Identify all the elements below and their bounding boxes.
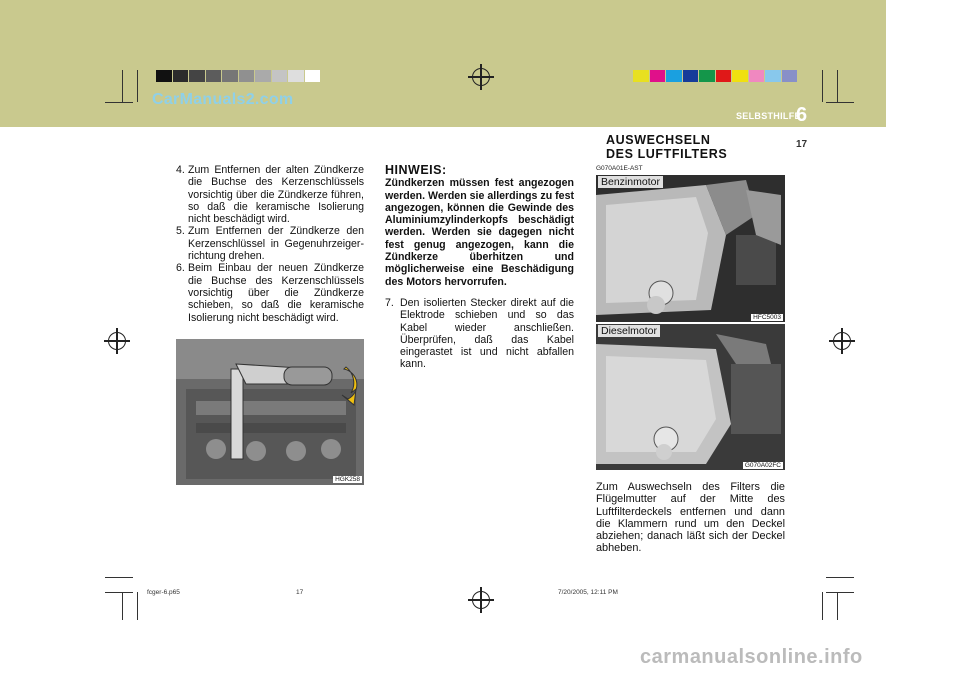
crop-mark [122,592,123,620]
color-swatch [173,70,189,82]
crop-mark [137,70,138,102]
grayscale-calibration-bar [156,70,321,82]
crop-mark [822,592,823,620]
color-swatch [633,70,649,82]
step-number: 5. [176,225,185,238]
step-text: Den isolierten Stecker direkt auf die Elektrode schieben und so das Kabel wieder anschließen. Überprüfen, daß das Kabel eingerastet ist und nicht abfallen kann. [400,296,574,371]
section-label: SELBSTHILFE [736,111,801,121]
color-swatch [683,70,699,82]
color-swatch [749,70,765,82]
footer-page: 17 [296,589,304,596]
footer-timestamp: 7/20/2005, 12:11 PM [558,589,618,596]
list-item [385,297,574,371]
color-swatch [305,70,321,82]
note-body: Zündkerzen müssen fest angezogen werden. Werden sie allerdings zu fest angezogen, können die Gewinde des Aluminiumzylinderkopfs beschädigt werden. Werden sie dagegen nicht fest genug angezogen, kann die Zündkerze überhitzen und möglicherweise eine Beschädigung des Motors hervorrufen. [385,177,574,288]
list-item [176,262,364,323]
registration-mark-icon [108,332,126,350]
crop-mark [137,592,138,620]
crop-mark [105,592,133,593]
color-swatch [782,70,798,82]
color-swatch [288,70,304,82]
step-number: 6. [176,262,185,275]
step-list [176,164,364,324]
color-swatch [650,70,666,82]
crop-mark [105,102,133,103]
crop-mark [122,70,123,102]
crop-mark [826,592,854,593]
step-number: 7. [385,296,394,309]
benzinmotor-photo [596,175,785,322]
left-column [176,164,364,324]
color-swatch [206,70,222,82]
photo-code: HGK258 [335,476,360,483]
crop-mark [837,70,838,102]
crop-mark [105,577,133,578]
reference-code: G070A01E-AST [596,165,643,172]
spark-plug-wrench-photo [176,339,364,485]
dieselmotor-photo [596,324,785,470]
heading-line-1: AUSWECHSELN [606,133,711,147]
footer-brand-link[interactable]: carmanualsonline.info [640,646,863,668]
step-text: Beim Einbau der neuen Zündkerze die Buchse des Kerzenschlüssels vorsichtig über die Zündkerze schieben, so daß die keramische Isolierung nicht beschädigt wird. [188,262,364,324]
photo-code: G070A02FC [744,462,781,469]
heading-line-2: DES LUFTFILTERS [606,147,728,161]
color-swatch [765,70,781,82]
photo-label: Benzinmotor [598,176,663,188]
color-swatch [239,70,255,82]
header-band [0,0,886,127]
middle-column [385,164,574,371]
crop-mark [837,592,838,620]
color-calibration-bar [633,70,798,82]
photo-code: HFC5003 [753,314,781,321]
watermark-link[interactable]: CarManuals2.com [152,91,294,108]
color-swatch [255,70,271,82]
step-number: 4. [176,164,185,176]
color-swatch [272,70,288,82]
filter-instructions: Zum Auswechseln des Filters die Flügelmutter auf der Mitte des Luftfilterdeckels entfernen und dann die Klammern rund um den Deckel abziehen; danach läßt sich der Deckel abheben. [596,481,785,555]
list-item [176,225,364,262]
color-swatch [699,70,715,82]
color-swatch [222,70,238,82]
section-heading [606,133,727,161]
crop-mark [826,577,854,578]
registration-mark-icon [472,591,490,609]
color-swatch [732,70,748,82]
section-number: 6 [796,104,808,126]
color-swatch [666,70,682,82]
footer-filename: fcger-6.p65 [147,589,180,596]
page-number: 17 [796,139,808,150]
note-title: HINWEIS: [385,163,447,177]
step-text: Zum Entfernen der Zündkerze den Kerzenschlüssel in Gegenuhrzeiger-richtung drehen. [188,225,364,263]
color-swatch [156,70,172,82]
color-swatch [189,70,205,82]
color-swatch [716,70,732,82]
registration-mark-icon [833,332,851,350]
list-item [176,164,364,225]
step-text: Zum Entfernen der alten Zündkerze die Buchse des Kerzenschlüssels vorsichtig über die Zündkerze führen, so daß die keramische Isolierung nicht beschädigt wird. [188,164,364,226]
crop-mark [822,70,823,102]
photo-label: Dieselmotor [598,325,660,337]
registration-mark-icon [472,68,490,86]
crop-mark [826,102,854,103]
